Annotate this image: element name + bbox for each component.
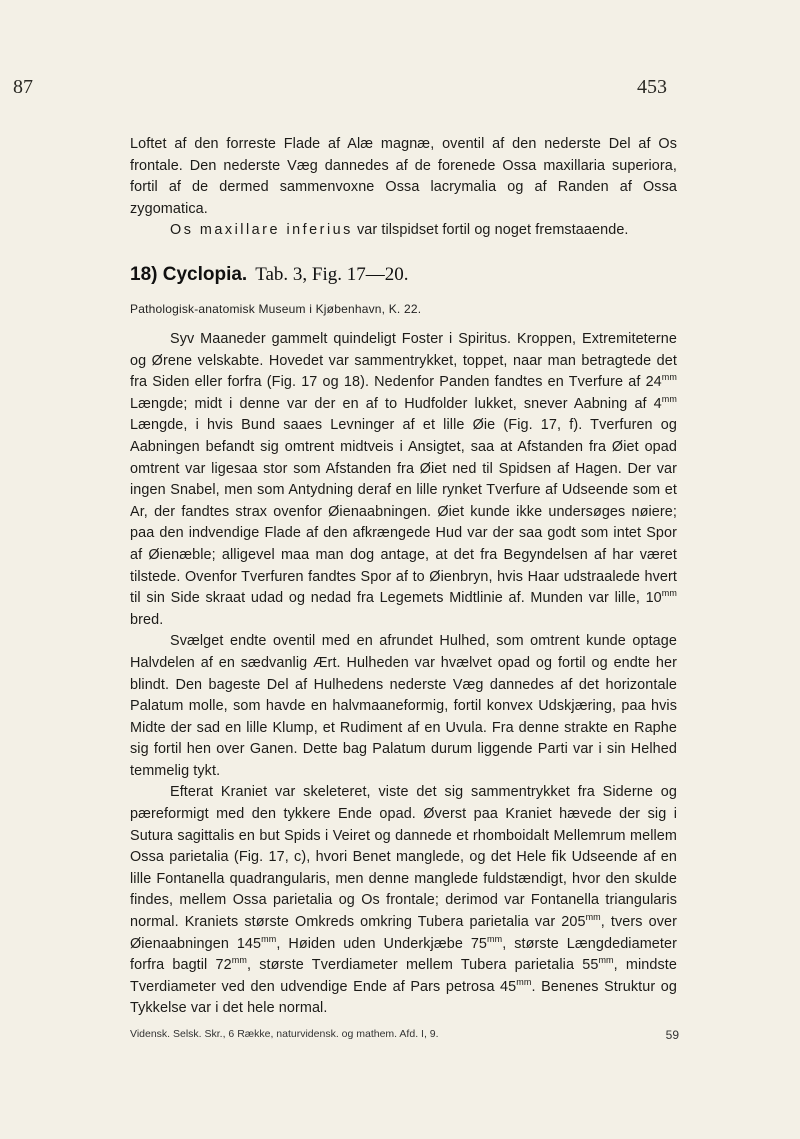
text-run: , tvers over Øienaabningen 145 bbox=[130, 914, 678, 952]
section-figure-reference: Tab. 3, Fig. 17—20. bbox=[255, 264, 409, 285]
intro-text bbox=[130, 134, 677, 242]
intro-paragraph-2 bbox=[130, 220, 677, 242]
text-run: , mindste Tverdiameter ved den udvendige Ende af Pars petrosa 45 bbox=[130, 957, 677, 995]
intro-paragraph-2-rest: var tilspidset fortil og noget fremstaaende. bbox=[352, 222, 629, 239]
section-heading bbox=[130, 264, 409, 286]
unit-superscript: mm bbox=[661, 588, 677, 599]
unit-superscript: mm bbox=[487, 933, 503, 944]
spaced-term: Os maxillare inferius bbox=[170, 222, 353, 239]
body-paragraph-1 bbox=[130, 329, 677, 631]
unit-superscript: mm bbox=[231, 955, 247, 966]
text-run: . Benenes Struktur og Tykkelse var i det hele normal. bbox=[130, 978, 677, 1017]
section-subtitle: Pathologisk-anatomisk Museum i Kjøbenhavn, K. 22. bbox=[130, 302, 422, 316]
footer-citation: Vidensk. Selsk. Skr., 6 Række, naturvidensk. og mathem. Afd. I, 9. bbox=[130, 1028, 439, 1040]
text-run: bred. bbox=[130, 611, 164, 628]
unit-superscript: mm bbox=[261, 933, 277, 944]
text-run: Syv Maaneder gammelt quindeligt Foster i Spiritus. Kroppen, Extremiteterne og Ørene velskabte. Hovedet var sammentrykket, toppet, naar man betragtede det fra Siden eller forfra (Fig. 17 og 18). Nedenfor Panden fandtes en Tverfure af 24 bbox=[130, 331, 677, 391]
text-run: , Høiden uden Underkjæbe 75 bbox=[276, 935, 488, 952]
unit-superscript: mm bbox=[516, 977, 532, 988]
page-footer bbox=[130, 1028, 677, 1040]
body-paragraph-2: Svælget endte oventil med en afrundet Hulhed, som omtrent kunde optage Halvdelen af en sædvanlig Ært. Hulheden var hvælvet opad og fortil og endte her blindt. Den bageste Del af Hulhedens nederste Væg dannedes af det horizontale Palatum molle, som havde en halvmaaneformig, fortil konvex Udskjæring, paa hvis Midte der sad en lille Klump, et Rudiment af en Uvula. Fra denne strakte en Raphe sig fortil hen over Ganen. Dette bag Palatum durum liggende Parti var i sin Helhed temmelig tykt. bbox=[130, 633, 677, 779]
signature-mark: 59 bbox=[665, 1028, 679, 1042]
intro-paragraph-1: Loftet af den forreste Flade af Alæ magnæ, oventil af den nederste Del af Os frontale. Den nederste Væg dannedes af de forenede Ossa maxillaria superiora, fortil af de dermed sammenvoxne Ossa lacrymalia og af Randen af Ossa zygomatica. bbox=[130, 136, 677, 217]
text-run: Længde, i hvis Bund saaes Levninger af et lille Øie (Fig. 17, f). Tverfuren og Aabningen befandt sig omtrent midtveis i Ansigtet, saa at Afstanden fra Øiet opad omtrent var ligesaa stor som Afstanden fra Øiet ned til Spidsen af Hagen. Der var ingen Snabel, men som Antydning deraf en lille rynket Tverfure af Udseende som et Ar, der fandtes strax ovenfor Øienaabningen. Øiet kunde ikke undersøges nøiere; paa den indvendige Flade af den afkrængede Hud var der saa godt som intet Spor af Øienæble; alligevel maa man dog antage, at det fra Begyndelsen af har været tilstede. Ovenfor Tverfuren fandtes Spor af to Øienbryn, hvis Haar udstraalede hvert til sin Side skraat udad og nedad fra Legemets Midtlinie af. Munden var lille, 10 bbox=[130, 417, 677, 607]
page-header bbox=[0, 76, 800, 100]
header-left-number: 87 bbox=[13, 76, 33, 98]
text-run: Længde; midt i denne var der en af to Hudfolder lukket, snever Aabning af 4 bbox=[130, 395, 662, 412]
page-number: 453 bbox=[637, 76, 667, 98]
unit-superscript: mm bbox=[661, 372, 677, 383]
text-run: , største Tverdiameter mellem Tubera parietalia 55 bbox=[246, 957, 599, 974]
section-title: 18) Cyclopia. bbox=[130, 264, 248, 285]
main-text bbox=[130, 329, 677, 1020]
unit-superscript: mm bbox=[661, 393, 677, 404]
text-run: , største Længdediameter forfra bagtil 72 bbox=[130, 935, 677, 974]
text-run: Efterat Kraniet var skeleteret, viste det sig sammentrykket fra Siderne og pæreformigt med den tykkere Ende opad. Øverst paa Kraniet hævede der sig i Sutura sagittalis en but Spids i Veiret og dannede et rhomboidalt Mellemrum mellem Ossa parietalia (Fig. 17, c), hvori Benet manglede, og det Hele fik Udseende af en lille Fontanella quadrangularis, men denne manglede fuldstændigt, hvor den skulde findes, mellem Ossa parietalia og Os frontale; derimod var Fontanella triangularis normal. Kraniets største Omkreds omkring Tubera parietalia var 205 bbox=[130, 784, 677, 931]
unit-superscript: mm bbox=[598, 955, 614, 966]
unit-superscript: mm bbox=[585, 912, 601, 923]
body-paragraph-3 bbox=[130, 782, 677, 1020]
